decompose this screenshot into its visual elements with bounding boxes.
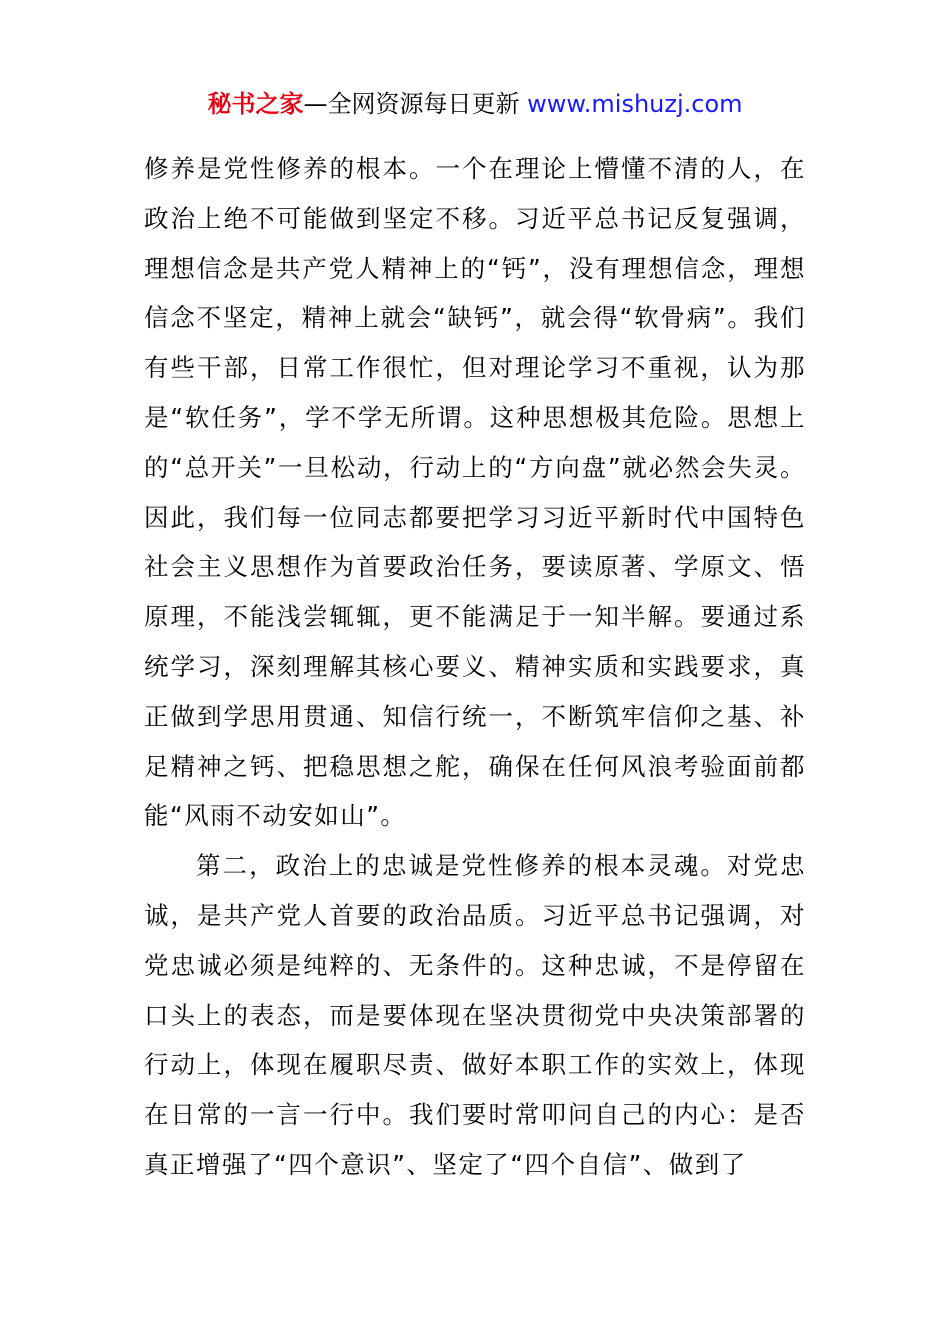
paragraph-continued: 修养是党性修养的根本。一个在理论上懵懂不清的人，在政治上绝不可能做到坚定不移。习近平总书记反复强调，理想信念是共产党人精神上的“钙”，没有理想信念，理想信念不坚定，精神上就会“缺钙”，就会得“软骨病”。我们有些干部，日常工作很忙，但对理论学习不重视，认为那是“软任务”，学不学无所谓。这种思想极其危险。思想上的“总开关”一旦松动，行动上的“方向盘”就必然会失灵。因此，我们每一位同志都要把学习习近平新时代中国特色社会主义思想作为首要政治任务，要读原著、学原文、悟原理，不能浅尝辄辄，更不能满足于一知半解。要通过系统学习，深刻理解其核心要义、精神实质和实践要求，真正做到学思用贯通、知信行统一，不断筑牢信仰之基、补足精神之钙、把稳思想之舵，确保在任何风浪考验面前都能“风雨不动安如山”。: [144, 154, 806, 831]
document-body: [144, 144, 806, 1190]
site-url-link[interactable]: www.mishuzj.com: [527, 90, 743, 118]
site-header: [0, 86, 950, 122]
header-tagline: —全网资源每日更新: [303, 90, 528, 118]
brand-name: 秘书之家: [207, 90, 304, 118]
paragraph-second-point: 第二，政治上的忠诚是党性修养的根本灵魂。对党忠诚，是共产党人首要的政治品质。习近平总书记强调，对党忠诚必须是纯粹的、无条件的。这种忠诚，不是停留在口头上的表态，而是要体现在坚决贯彻党中央决策部署的行动上，体现在履职尽责、做好本职工作的实效上，体现在日常的一言一行中。我们要时常叩问自己的内心：是否真正增强了“四个意识”、坚定了“四个自信”、做到了: [144, 851, 806, 1179]
